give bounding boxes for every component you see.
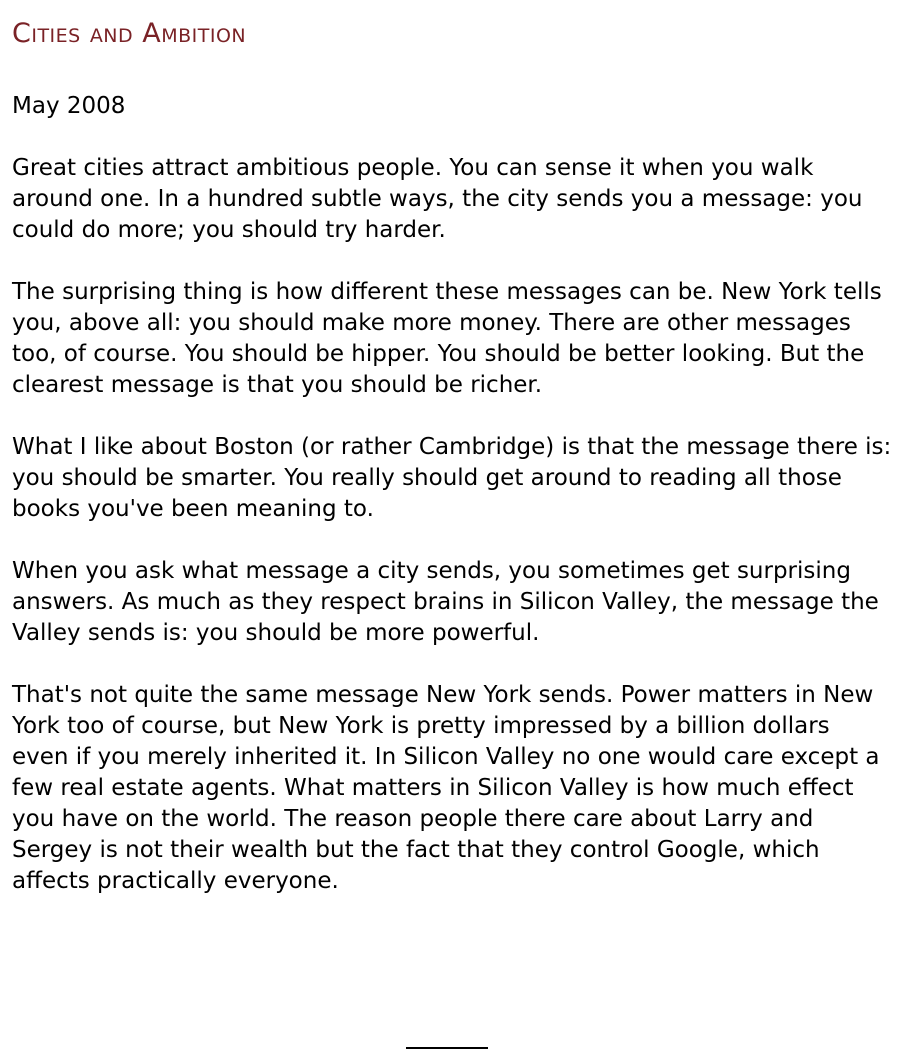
essay-paragraph-4: When you ask what message a city sends, you sometimes get surprising answers. As much as they respect brains in Silicon Valley, the message the Valley sends is: you should be more powerful. bbox=[12, 558, 879, 646]
essay-title: Cities and Ambition bbox=[12, 18, 247, 49]
essay-paragraph-1: Great cities attract ambitious people. You can sense it when you walk around one. In a hundred subtle ways, the city sends you a message: you could do more; you should try harder. bbox=[12, 155, 863, 243]
essay-body bbox=[12, 91, 892, 928]
essay-date: May 2008 bbox=[12, 93, 126, 119]
essay-paragraph-5: That's not quite the same message New York sends. Power matters in New York too of course, but New York is pretty impressed by a billion dollars even if you merely inherited it. In Silicon Valley no one would care except a few real estate agents. What matters in Silicon Valley is how much effect you have on the world. The reason people there care about Larry and Sergey is not their wealth but the fact that they control Google, which affects practically everyone. bbox=[12, 682, 880, 894]
section-divider bbox=[406, 1047, 488, 1049]
essay-paragraph-2: The surprising thing is how different these messages can be. New York tells you, above all: you should make more money. There are other messages too, of course. You should be hipper. You should be better looking. But the clearest message is that you should be richer. bbox=[12, 279, 882, 398]
essay-paragraph-3: What I like about Boston (or rather Cambridge) is that the message there is: you should be smarter. You really should get around to reading all those books you've been meaning to. bbox=[12, 434, 892, 522]
